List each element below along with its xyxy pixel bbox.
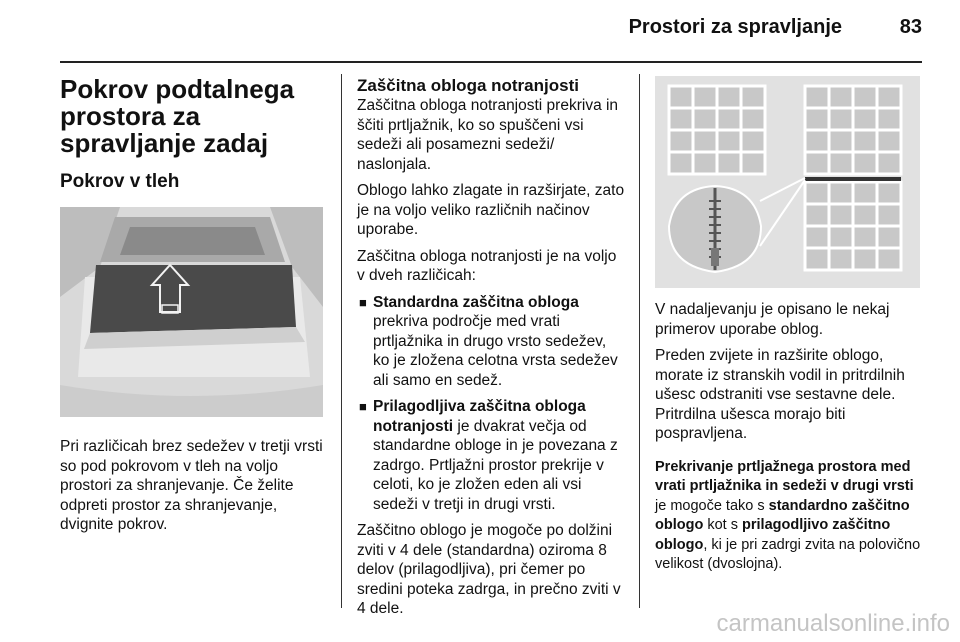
liner-figure: [655, 76, 920, 288]
column-1: [60, 76, 328, 542]
plain-text: je mogoče tako s: [655, 497, 769, 514]
emphasis-text: prilagodljivo zaščitno oblogo: [655, 517, 891, 553]
bullet-mark: ■: [359, 399, 367, 414]
plain-text: kot s: [703, 517, 743, 533]
plain-text: , ki je pri zadrgi zvita na polovično velikost (dvoslojna).: [655, 536, 921, 572]
cargo-floor-illustration: [60, 207, 323, 417]
column-3: [655, 300, 923, 582]
header-rule: [60, 61, 922, 63]
body-paragraph-mixed: [655, 458, 923, 575]
body-paragraph: Pri različicah brez sedežev v tretji vrsti so pod pokrovom v tleh na voljo prostori za shranjevanje. Če želite odpreti prostor za shranjevanje, dvignite pokrov.: [60, 438, 323, 533]
emphasis-text: standardno zaščitno oblogo: [655, 497, 910, 533]
list-item: [357, 293, 625, 391]
bullet-term: Standardna zaščitna obloga: [373, 293, 579, 311]
emphasis-text: Prekrivanje prtljažnega prostora med vrati prtljažnika in sedeži v drugi vrsti: [655, 458, 914, 494]
bullet-term: Prilagodljiva zaščitna obloga notranjosti: [373, 398, 586, 435]
body-paragraph: Zaščitna obloga notranjosti prekriva in ščiti prtljažnik, ko so spuščeni vsi sedeži ali posamezni sedeži/ naslonjala.: [357, 97, 619, 173]
cargo-floor-photo: [60, 207, 323, 417]
page-number: 83: [899, 16, 922, 38]
list-item: [357, 397, 625, 514]
column-2: [357, 76, 625, 626]
column-divider-1: [341, 74, 342, 608]
liner-diagram: [655, 76, 920, 288]
body-paragraph: V nadaljevanju je opisano le nekaj primerov uporabe oblog.: [655, 301, 890, 338]
bullet-text: je dvakrat večja od standardne obloge in je povezana z zadrgo. Prtljažni prostor prekrije v celoti, ko je zložen eden ali vsi sedeži v tretji in drugi vrsti.: [373, 417, 618, 513]
running-header-title: Prostori za spravljanje: [628, 16, 842, 38]
column-divider-2: [639, 74, 640, 608]
body-paragraph: Preden zvijete in razširite oblogo, morate iz stranskih vodil in pritrdilnih ušesc odstraniti vse sestavne dele. Pritrdilna ušesca morajo biti pospravljena.: [655, 347, 905, 442]
body-paragraph: Zaščitno oblogo je mogoče po dolžini zviti v 4 dele (standardna) oziroma 8 delov (prilagodljiva), pri čemer po sredini poteka zadrga, in prečno zviti v 4 dele.: [357, 522, 621, 617]
section-heading: Zaščitna obloga notranjosti: [357, 76, 579, 95]
watermark: carmanualsonline.info: [716, 610, 950, 637]
bullet-text: prekriva področje med vrati prtljažnika in drugo vrsto sedežev, ko je zložena celotna vrsta sedežev ali samo en sedež.: [373, 313, 618, 389]
bullet-mark: ■: [359, 294, 367, 310]
section-heading: Pokrov podtalnega prostora za spravljanje zadaj: [60, 74, 295, 158]
subsection-heading: Pokrov v tleh: [60, 171, 180, 192]
body-paragraph: Zaščitna obloga notranjosti je na voljo v dveh različicah:: [357, 247, 617, 284]
body-paragraph: Oblogo lahko zlagate in razširjate, zato je na voljo veliko različnih načinov uporabe.: [357, 182, 625, 238]
